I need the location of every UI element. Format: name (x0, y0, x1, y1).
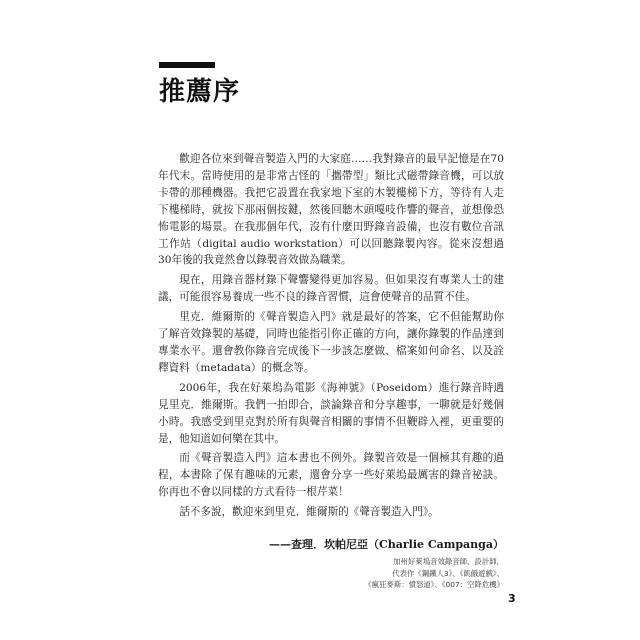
paragraph: 而《聲音製造入門》這本書也不例外。錄製音效是一個極其有趣的過程，本書除了保有趣味的元素，還會分享一些好萊塢最厲害的錄音祕訣。你再也不會以同樣的方式看待一根芹菜！ (158, 452, 504, 499)
credit-line: 加州好萊塢音效錄音師、設計師， (393, 557, 504, 566)
page-number: 3 (508, 592, 516, 605)
author-credits (364, 556, 504, 591)
paragraph: 歡迎各位來到聲音製造入門的大家庭……我對錄音的最早記憶是在70年代末。當時使用的是非常古怪的「攜帶型」類比式磁帶錄音機，可以放卡帶的那種機器。我把它設置在我家地下室的木製樓梯下方，等待有人走下樓梯時，就按下那兩個按鍵，然後回聽木頭嘎吱作響的聲音，並想像恐怖電影的場景。在我那個年代，沒有什麼田野錄音設備，也沒有數位音訊工作站（digital audio workstation）可以回聽錄製內容。從來沒想過30年後的我竟然會以錄製音效做為職業。 (158, 153, 504, 267)
paragraph: 里克．維爾斯的《聲音製造入門》就是最好的答案，它不但能幫助你了解音效錄製的基礎，同時也能指引你正確的方向，讓你錄製的作品達到專業水平。還會教你錄音完成後下一步該怎麼做、檔案如何命名、以及詮釋資料（metadata）的概念等。 (158, 311, 504, 374)
paragraph: 2006年，我在好萊塢為電影《海神號》（Poseidom）進行錄音時遇見里克．維爾斯。我們一拍即合，談論錄音和分享趣事，一聊就是好幾個小時。我感受到里克對於所有與聲音相關的事情不但鞭辟入裡，更重要的是，他知道如何樂在其中。 (158, 381, 504, 445)
title-block (145, 62, 241, 116)
foreword-body (158, 151, 504, 524)
title-decoration-bar (159, 62, 215, 68)
page-title: 推薦序 (159, 77, 241, 107)
author-signature: ——查理．坎帕尼亞（Charlie Campanga） (268, 538, 504, 551)
credit-line: 《瘋狂麥斯：憤怒道》、《007：空降危機》 (364, 580, 504, 589)
credit-line: 代表作《鋼鐵人3》、《飢餓遊戲》、 (392, 568, 504, 578)
paragraph: 話不多說，歡迎來到里克．維爾斯的《聲音製造入門》。 (179, 506, 439, 519)
paragraph: 現在，用錄音器材錄下聲響變得更加容易。但如果沒有專業人士的建議，可能很容易養成一些不良的錄音習慣，這會使聲音的品質不佳。 (158, 274, 504, 304)
